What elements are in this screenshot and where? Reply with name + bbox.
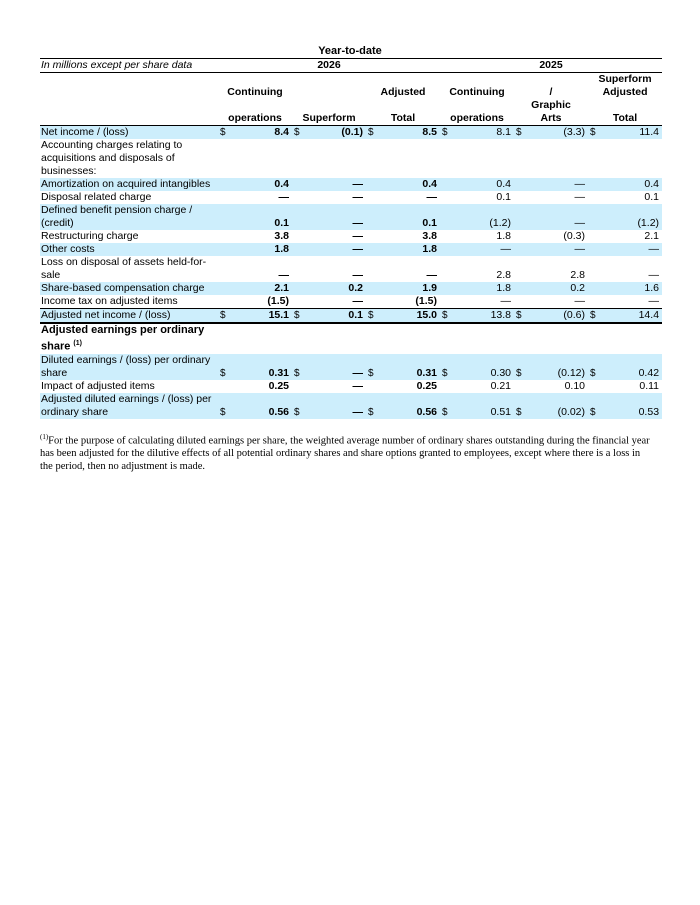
footnote	[40, 431, 655, 474]
col-total-2026: Total	[366, 112, 440, 126]
table-row: Net income / (loss) $ 8.4 $ (0.1) $ 8.5 $ 8.1 $ (3.3) $ 11.4	[40, 126, 662, 140]
header-row-d	[40, 112, 662, 126]
footnote-marker: (1)	[40, 432, 49, 441]
eps-heading: Adjusted earnings per ordinary share $^{(1)}$	[41, 324, 205, 353]
col-continuing-2026: Continuing	[227, 86, 283, 98]
table-row: Adjusted diluted earnings / (loss) per ordinary share $ 0.56 $ — $ 0.56 $ 0.51 $ (0.02) $ 0.53	[40, 393, 662, 419]
table-row: Diluted earnings / (loss) per ordinary share $ 0.31 $ — $ 0.31 $ 0.30 $ (0.12) $ 0.42	[40, 354, 662, 380]
section-title: Year-to-date	[318, 45, 382, 57]
table-row: Disposal related charge — — — 0.1 — 0.1	[41, 191, 660, 203]
table-row: Loss on disposal of assets held-for-sale — — — 2.8 2.8 —	[41, 256, 660, 281]
section-heading-row	[40, 323, 662, 354]
col-sgarts-line1: Superform	[598, 73, 652, 85]
footnote-text: For the purpose of calculating diluted earnings per share, the weighted average number of ordinary shares outstanding during the financial year has been adjusted for the dilutive effects of all potential ordinary shares and share options granted to employees, except where there is a loss in the period, then no adjustment is made.	[40, 435, 650, 473]
table-row: Other costs 1.8 — 1.8 — — —	[40, 243, 662, 256]
table-row: Defined benefit pension charge / (credit) 0.1 — 0.1 (1.2) — (1.2)	[40, 204, 662, 230]
year-current-header: 2026	[218, 59, 440, 73]
table-row: Income tax on adjusted items (1.5) — (1.5) — — —	[40, 295, 662, 309]
unit-note: In millions except per share data	[40, 59, 218, 73]
col-adjusted-2026: Adjusted	[380, 86, 426, 98]
table-row: Accounting charges relating to acquisitions and disposals of businesses:	[41, 139, 183, 177]
col-ops-2026: operations	[218, 112, 292, 126]
col-continuing-2025: Continuing	[449, 86, 505, 98]
year-prior-header: 2025	[440, 59, 662, 73]
table-row-total: Adjusted net income / (loss) $ 15.1 $ 0.1 $ 15.0 $ 13.8 $ (0.6) $ 14.4	[40, 309, 662, 324]
header-row-a	[40, 73, 662, 87]
header-row-b	[40, 86, 662, 99]
col-total-2025: Total	[588, 112, 662, 126]
table-row: Share-based compensation charge 2.1 0.2 1.9 1.8 0.2 1.6	[40, 282, 662, 295]
table-row: Impact of adjusted items 0.25 — 0.25 0.21 0.10 0.11	[41, 379, 660, 392]
table-row: Restructuring charge 3.8 — 3.8 1.8 (0.3) 2.1	[41, 230, 660, 242]
col-sgarts-line3: Graphic	[531, 99, 571, 111]
adjusted-earnings-table	[40, 58, 662, 419]
financial-document	[40, 44, 660, 473]
col-sgarts-line4: Arts	[514, 112, 588, 126]
header-row-c	[40, 99, 662, 112]
col-sgarts-line2: /	[549, 86, 553, 98]
col-ops-2025: operations	[440, 112, 514, 126]
table-row: Amortization on acquired intangibles 0.4 — 0.4 0.4 — 0.4	[40, 178, 662, 191]
col-adjusted-2025: Adjusted	[602, 86, 648, 98]
header-year-row	[40, 59, 662, 73]
col-superform-2026: Superform	[292, 112, 366, 126]
